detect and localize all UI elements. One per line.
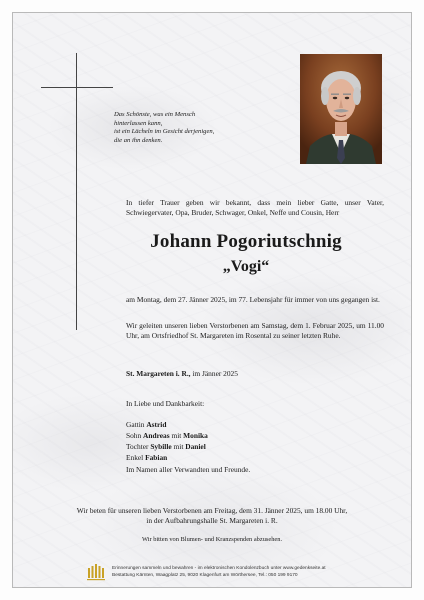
- member-name: Astrid: [146, 420, 167, 429]
- footer-line: Bestattung Kärnten, Waagplatz 25, 9020 Klagenfurt am Wörthersee, Tel.: 050 199 9170: [112, 573, 298, 578]
- death-notice: am Montag, dem 27. Jänner 2025, im 77. Lebensjahr für immer von uns gegangen ist.: [126, 295, 380, 304]
- place-date: im Jänner 2025: [190, 369, 238, 378]
- deceased-name: Johann Pogoriutschnig: [150, 231, 342, 252]
- member-name: Andreas: [143, 431, 170, 440]
- funeral-home-logo-icon: [87, 563, 107, 581]
- place-name: St. Margareten i. R.,: [126, 369, 191, 378]
- quote-line: die an ihn denken.: [114, 136, 163, 144]
- partner-name: Monika: [183, 431, 208, 440]
- family-list: [126, 419, 384, 463]
- footer-line: Erinnerungen sammeln und bewahren - im elektronischen Kondolenzbuch unter www.gedenkseite.at: [112, 566, 326, 571]
- relation-label: Enkel: [126, 453, 146, 462]
- family-member: [126, 430, 384, 441]
- portrait-photo: [300, 54, 382, 164]
- relation-label: Gattin: [126, 420, 147, 429]
- family-member: [126, 419, 384, 430]
- family-member: [126, 441, 384, 452]
- love-and-gratitude: In Liebe und Dankbarkeit:: [126, 399, 205, 408]
- funeral-notice: Wir geleiten unseren lieben Verstorbenen am Samstag, dem 1. Februar 2025, um 11.00 Uhr, am Ortsfriedhof St. Margareten im Rosental zu seiner letzten Ruhe.: [126, 321, 384, 340]
- portrait-illustration: [300, 54, 382, 164]
- quote-line: hinterlassen kann,: [114, 119, 163, 127]
- prayer-line: in der Aufbahrungshalle St. Margareten i. R.: [146, 516, 278, 525]
- quote-line: ist ein Lächeln im Gesicht derjenigen,: [114, 128, 215, 135]
- place-and-date: [126, 369, 384, 379]
- cross-vertical-bar: [76, 53, 77, 330]
- partner-name: Daniel: [185, 442, 206, 451]
- announcement-intro: In tiefer Trauer geben wir bekannt, dass mein lieber Gatte, unser Vater, Schwiegervater, Opa, Bruder, Schwager, Onkel, Neffe und Cousin, Herr: [126, 198, 384, 217]
- relation-label: Sohn: [126, 431, 144, 440]
- member-name: Fabian: [145, 453, 168, 462]
- connector-text: mit: [169, 431, 184, 440]
- family-member: [126, 452, 384, 463]
- relation-label: Tochter: [126, 442, 151, 451]
- prayer-notice: [40, 506, 384, 526]
- prayer-line: Wir beten für unseren lieben Verstorbenen am Freitag, dem 31. Jänner 2025, um 18.00 Uhr,: [76, 506, 348, 515]
- quote-line: Das Schönste, was ein Mensch: [114, 111, 196, 118]
- member-name: Sybille: [150, 442, 172, 451]
- deceased-nickname: „Vogi“: [222, 258, 270, 275]
- cross-horizontal-bar: [41, 87, 113, 88]
- relatives-and-friends: Im Namen aller Verwandten und Freunde.: [126, 465, 251, 474]
- funeral-home-footer: [112, 565, 372, 579]
- memorial-quote: [114, 111, 284, 145]
- connector-text: mit: [171, 442, 186, 451]
- flowers-request: Wir bitten von Blumen- und Kranzspenden abzusehen.: [141, 536, 283, 543]
